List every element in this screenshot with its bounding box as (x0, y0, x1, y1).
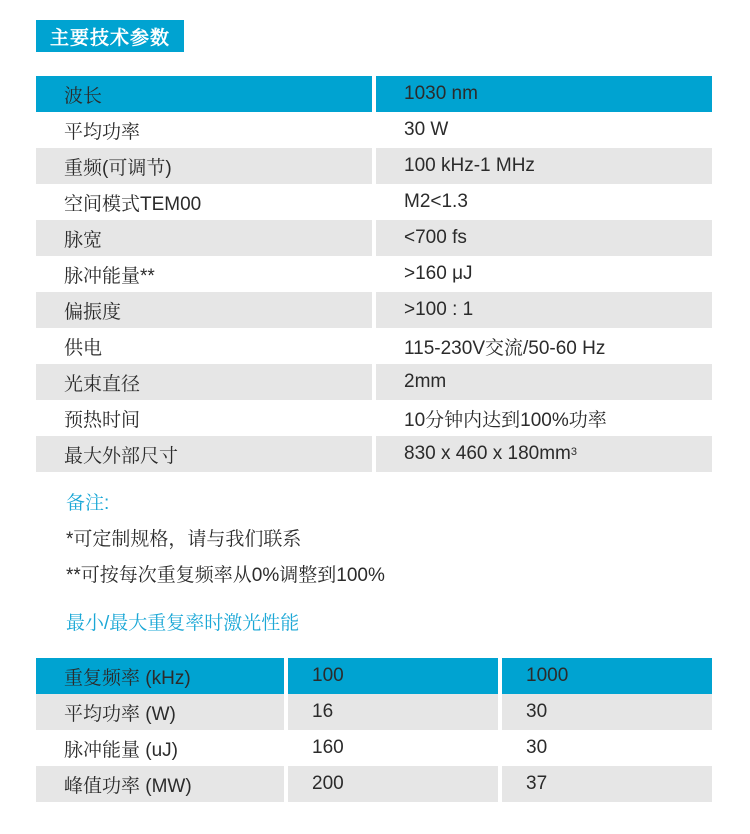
header-cell: 1000 (502, 658, 712, 694)
table-cell: 脉冲能量 (uJ) (64, 739, 179, 761)
spec-value: 1030 nm (376, 76, 712, 112)
performance-title: 最小/最大重复率时激光性能 (66, 613, 300, 634)
table-cell: 160 (312, 737, 344, 758)
spec-label: 光束直径 (36, 364, 372, 400)
spec-row (36, 328, 712, 364)
performance-row (36, 694, 712, 730)
spec-value: 100 kHz-1 MHz (376, 148, 712, 184)
spec-row (36, 400, 712, 436)
notes-title: 备注: (66, 493, 110, 514)
spec-value: >160 μJ (404, 263, 473, 284)
performance-row (36, 766, 712, 802)
spec-value: 30 W (404, 119, 449, 140)
spec-row (36, 436, 712, 472)
section-title: 主要技术参数 (36, 20, 184, 52)
spec-value: <700 fs (376, 220, 712, 256)
table-cell: 峰值功率 (MW) (36, 766, 284, 802)
performance-table (36, 658, 712, 802)
spec-value: 115-230V交流/50-60 Hz (404, 337, 606, 359)
spec-label: 偏振度 (36, 292, 372, 328)
spec-value: 10分钟内达到100%功率 (404, 409, 607, 431)
spec-row (36, 184, 712, 220)
spec-value: M2<1.3 (404, 191, 468, 212)
spec-row (36, 148, 712, 184)
spec-row (36, 364, 712, 400)
spec-row (36, 220, 712, 256)
spec-row (36, 256, 712, 292)
spec-table (36, 76, 712, 472)
performance-row (36, 730, 712, 766)
spec-value: 2mm (376, 364, 712, 400)
spec-value-text: 830 x 460 x 180mm (404, 443, 571, 464)
spec-label: 最大外部尺寸 (36, 436, 372, 472)
note-line: **可按每次重复频率从0%调整到100% (66, 565, 385, 586)
note-line: *可定制规格，请与我们联系 (66, 529, 302, 550)
performance-header-row (36, 658, 712, 694)
header-cell: 100 (288, 658, 498, 694)
spec-label: 供电 (64, 337, 103, 359)
spec-row (36, 292, 712, 328)
table-cell: 16 (288, 694, 498, 730)
spec-row (36, 112, 712, 148)
table-cell: 30 (526, 737, 548, 758)
spec-value: >100 : 1 (376, 292, 712, 328)
spec-label: 脉宽 (36, 220, 372, 256)
table-cell: 200 (288, 766, 498, 802)
spec-label: 预热时间 (64, 409, 141, 431)
spec-label: 脉冲能量** (64, 265, 155, 287)
notes (66, 486, 385, 594)
spec-label: 空间模式TEM00 (64, 193, 202, 215)
spec-row (36, 76, 712, 112)
spec-label: 平均功率 (64, 121, 141, 143)
spec-value: 830 x 460 x 180mm 3 (376, 436, 712, 472)
header-cell: 重复频率 (kHz) (36, 658, 284, 694)
table-cell: 37 (502, 766, 712, 802)
spec-label: 重频(可调节) (36, 148, 372, 184)
spec-label: 波长 (36, 76, 372, 112)
table-cell: 30 (502, 694, 712, 730)
table-cell: 平均功率 (W) (36, 694, 284, 730)
